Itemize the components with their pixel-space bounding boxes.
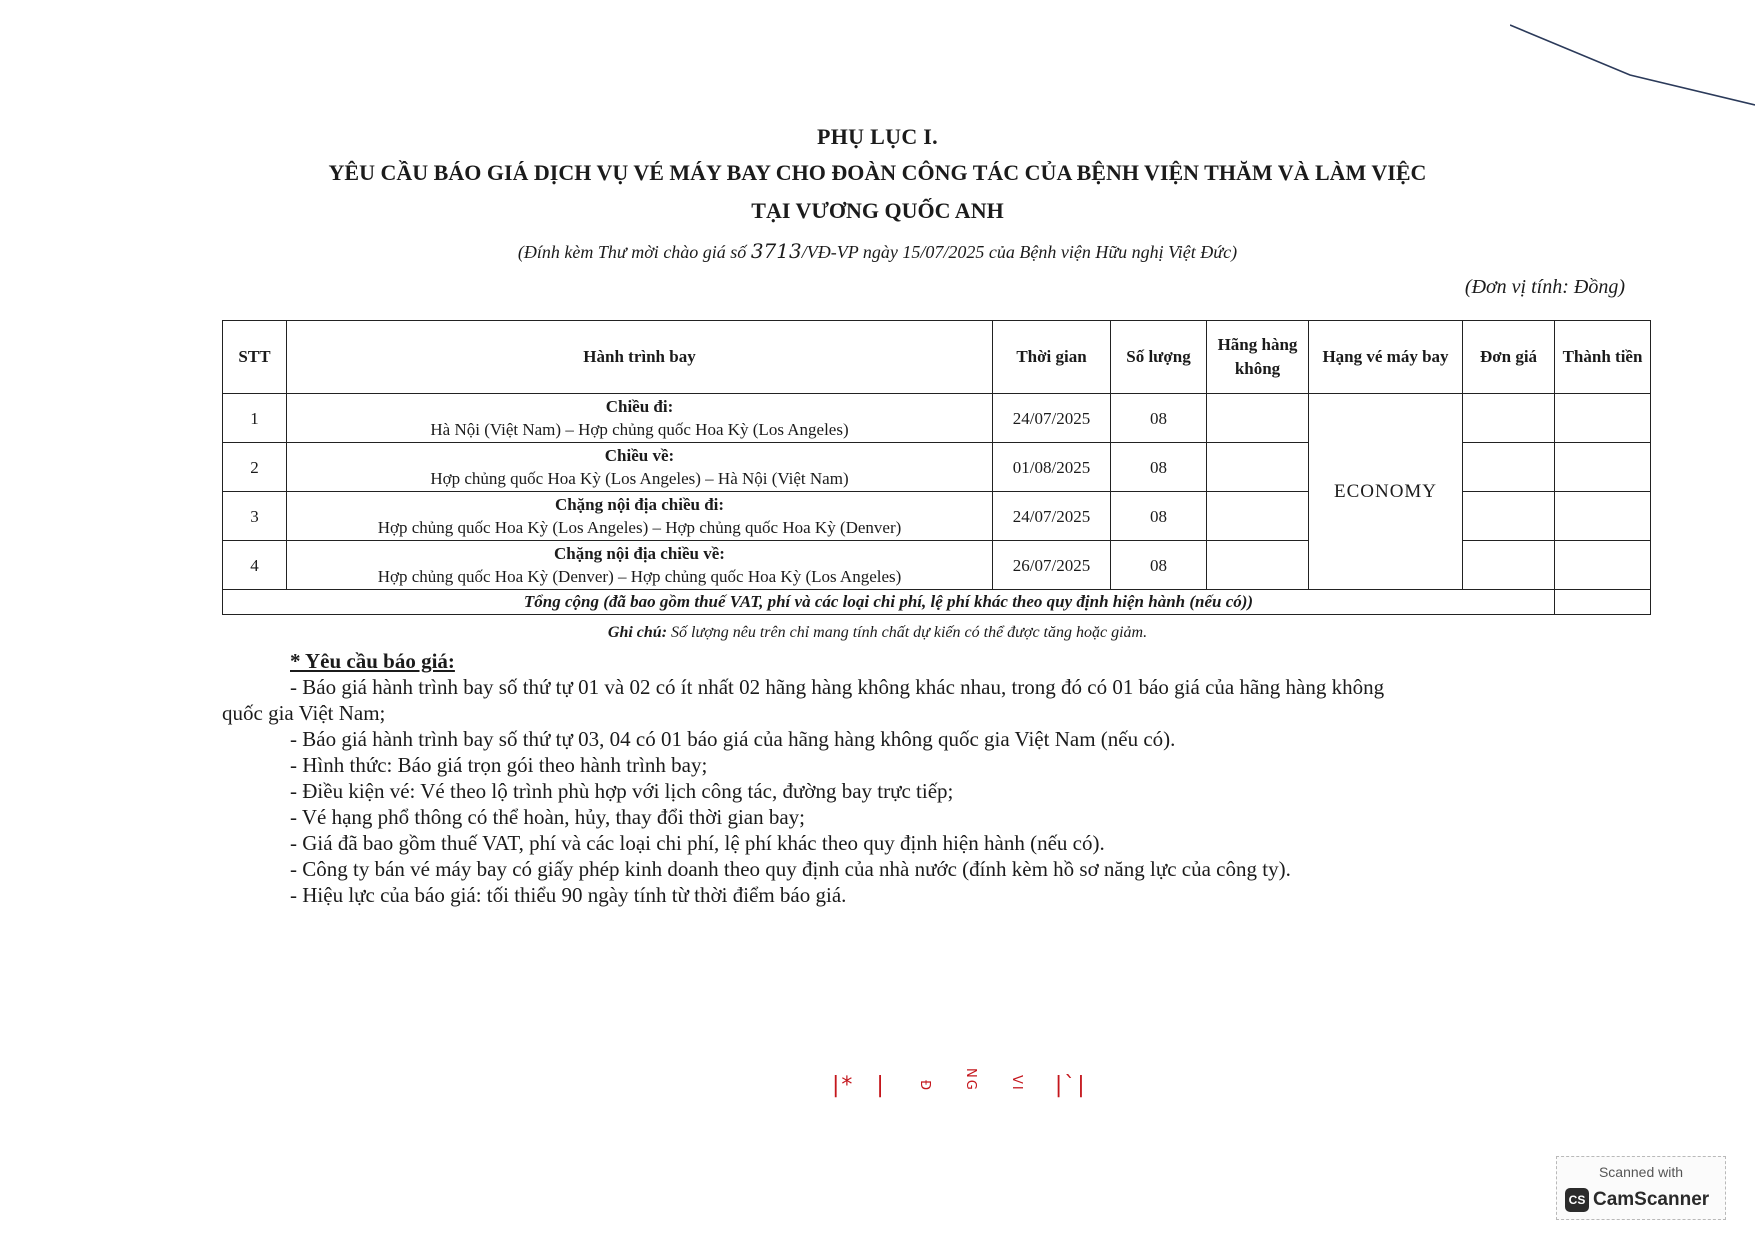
- seal-star: *: [841, 1072, 855, 1098]
- requirement-item: - Hiệu lực của báo giá: tối thiểu 90 ngày tính từ thời điểm báo giá.: [290, 883, 847, 907]
- header-unit-price: Đơn giá: [1463, 321, 1555, 394]
- route-text: Hà Nội (Việt Nam) – Hợp chủng quốc Hoa Kỳ (Los Angeles): [430, 420, 849, 439]
- seal-glyph: Ð: [916, 1079, 932, 1092]
- cell-qty: 08: [1111, 443, 1207, 492]
- cell-unit-price: [1463, 394, 1555, 443]
- header-stt: STT: [223, 321, 287, 394]
- requirement-item-continued: quốc gia Việt Nam;: [222, 701, 386, 725]
- requirement-item: - Giá đã bao gồm thuế VAT, phí và các loại chi phí, lệ phí khác theo quy định hiện hành (nếu có).: [290, 831, 1105, 855]
- cell-time: 24/07/2025: [993, 394, 1111, 443]
- cell-airline: [1207, 541, 1309, 590]
- seal-mark: |`|: [1054, 1072, 1087, 1098]
- attachment-prefix: (Đính kèm Thư mời chào giá số: [517, 242, 751, 262]
- header-amount: Thành tiền: [1555, 321, 1651, 394]
- cell-qty: 08: [1111, 541, 1207, 590]
- note-label: Ghi chú:: [607, 624, 668, 641]
- cell-airline: [1207, 443, 1309, 492]
- seal-glyph: NG: [962, 1068, 978, 1092]
- requirements-section: [222, 648, 1642, 908]
- note-text: Số lượng nêu trên chỉ mang tính chất dự kiến có thể được tăng hoặc giảm.: [667, 624, 1148, 641]
- route-leg: Chặng nội địa chiều về:: [554, 544, 725, 563]
- requirements-title: * Yêu cầu báo giá:: [290, 649, 455, 673]
- cell-class: ECONOMY: [1309, 394, 1463, 590]
- cell-amount: [1555, 492, 1651, 541]
- route-text: Hợp chủng quốc Hoa Kỳ (Los Angeles) – Hợp chủng quốc Hoa Kỳ (Denver): [377, 518, 902, 537]
- total-label: Tổng cộng (đã bao gồm thuế VAT, phí và các loại chi phí, lệ phí khác theo quy định hiện hành (nếu có)): [223, 590, 1555, 615]
- total-row: [223, 590, 1651, 615]
- requirement-item: - Công ty bán vé máy bay có giấy phép kinh doanh theo quy định của nhà nước (đính kèm hồ sơ năng lực của công ty).: [290, 857, 1291, 881]
- cell-route: [287, 443, 993, 492]
- table-note: [0, 624, 1755, 642]
- seal-glyph: VI: [1008, 1075, 1024, 1092]
- cell-qty: 08: [1111, 492, 1207, 541]
- watermark-brand: CamScanner: [1593, 1189, 1710, 1210]
- appendix-title: PHỤ LỤC I.: [817, 124, 938, 149]
- route-text: Hợp chủng quốc Hoa Kỳ (Los Angeles) – Hà Nội (Việt Nam): [430, 469, 849, 488]
- cell-amount: [1555, 394, 1651, 443]
- header-time: Thời gian: [993, 321, 1111, 394]
- cell-airline: [1207, 394, 1309, 443]
- cell-stt: 3: [223, 492, 287, 541]
- cell-stt: 1: [223, 394, 287, 443]
- cell-stt: 4: [223, 541, 287, 590]
- total-amount: [1555, 590, 1651, 615]
- cell-unit-price: [1463, 492, 1555, 541]
- requirement-item: - Báo giá hành trình bay số thứ tự 01 và 02 có ít nhất 02 hãng hàng không khác nhau, trong đó có 01 báo giá của hãng hàng không: [290, 675, 1385, 699]
- requirement-item: - Điều kiện vé: Vé theo lộ trình phù hợp với lịch công tác, đường bay trực tiếp;: [290, 779, 954, 803]
- route-leg: Chiều về:: [604, 446, 675, 465]
- handwritten-number: 3713: [750, 239, 802, 263]
- table-row: [223, 394, 1651, 443]
- cell-unit-price: [1463, 443, 1555, 492]
- attachment-suffix: /VĐ-VP ngày 15/07/2025 của Bệnh viện Hữu nghị Việt Đức): [801, 242, 1238, 262]
- cell-time: 01/08/2025: [993, 443, 1111, 492]
- cell-amount: [1555, 443, 1651, 492]
- scan-edge-line: [1510, 0, 1755, 130]
- cell-qty: 08: [1111, 394, 1207, 443]
- route-text: Hợp chủng quốc Hoa Kỳ (Denver) – Hợp chủng quốc Hoa Kỳ (Los Angeles): [377, 567, 902, 586]
- requirement-item: - Báo giá hành trình bay số thứ tự 03, 04 có 01 báo giá của hãng hàng không quốc gia Việt Nam (nếu có).: [290, 727, 1176, 751]
- header-airline: Hãng hàng không: [1207, 321, 1309, 394]
- header-route: Hành trình bay: [287, 321, 993, 394]
- quotation-table: [222, 320, 1651, 615]
- camscanner-watermark: [1556, 1156, 1726, 1220]
- cell-stt: 2: [223, 443, 287, 492]
- cell-route: [287, 541, 993, 590]
- watermark-caption: Scanned with: [1598, 1164, 1684, 1180]
- cell-route: [287, 394, 993, 443]
- table-header-row: [223, 321, 1651, 394]
- camscanner-logo-icon: CS: [1565, 1188, 1589, 1212]
- document-heading: YÊU CẦU BÁO GIÁ DỊCH VỤ VÉ MÁY BAY CHO ĐOÀN CÔNG TÁC CỦA BỆNH VIỆN THĂM VÀ LÀM VIỆC: [328, 160, 1427, 185]
- cell-route: [287, 492, 993, 541]
- attachment-reference: [0, 239, 1755, 263]
- requirement-item: - Hình thức: Báo giá trọn gói theo hành trình bay;: [290, 753, 708, 777]
- route-leg: Chặng nội địa chiều đi:: [554, 495, 725, 514]
- route-leg: Chiều đi:: [605, 397, 674, 416]
- header-qty: Số lượng: [1111, 321, 1207, 394]
- currency-unit: (Đơn vị tính: Đồng): [1464, 276, 1625, 298]
- cell-time: 24/07/2025: [993, 492, 1111, 541]
- header-class: Hạng vé máy bay: [1309, 321, 1463, 394]
- red-seal-fragment: [832, 1068, 1109, 1108]
- cell-unit-price: [1463, 541, 1555, 590]
- seal-mark: |* |: [832, 1072, 886, 1098]
- cell-amount: [1555, 541, 1651, 590]
- cell-time: 26/07/2025: [993, 541, 1111, 590]
- cell-airline: [1207, 492, 1309, 541]
- document-subheading: TẠI VƯƠNG QUỐC ANH: [751, 198, 1004, 223]
- requirement-item: - Vé hạng phổ thông có thể hoàn, hủy, thay đổi thời gian bay;: [290, 805, 806, 829]
